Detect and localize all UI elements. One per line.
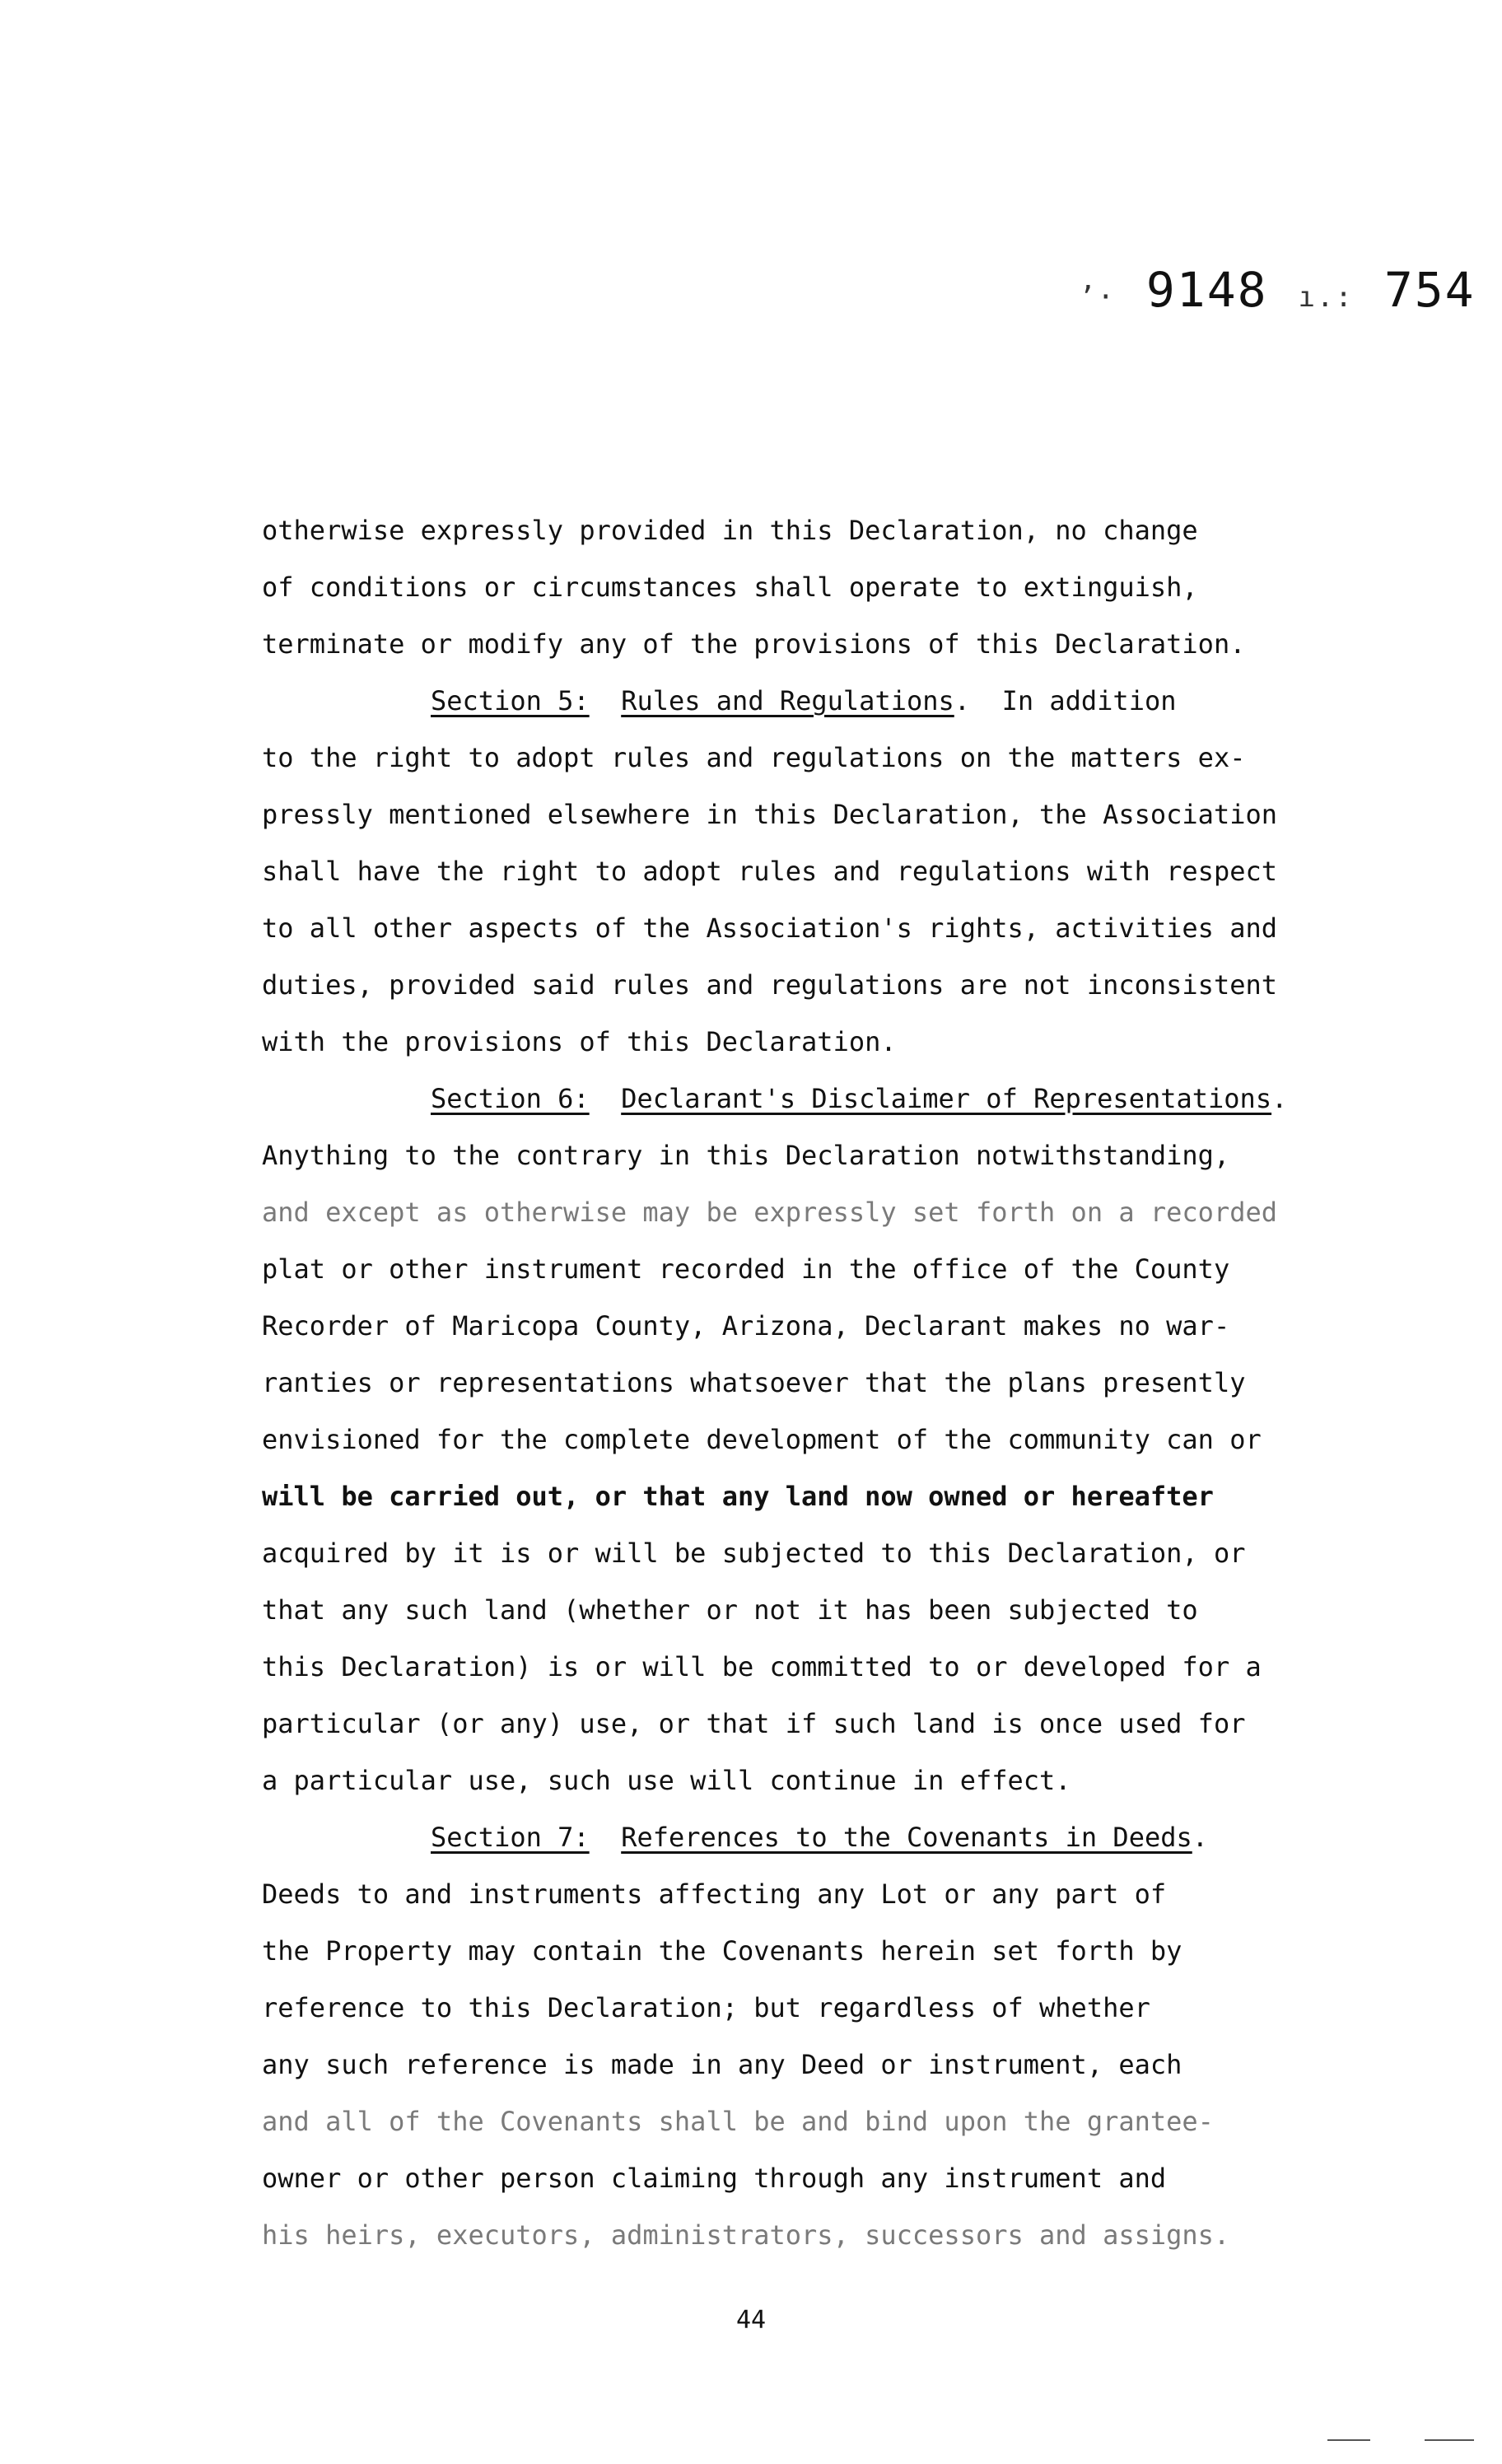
text-line: otherwise expressly provided in this Declaration, no change (262, 515, 1198, 546)
section-5-title: Rules and Regulations (621, 685, 954, 716)
section-5-heading-line (262, 673, 1415, 730)
text-line: plat or other instrument recorded in the office of the County (262, 1253, 1230, 1285)
recording-reference (1079, 262, 1476, 318)
text-line: with the provisions of this Declaration. (262, 1026, 897, 1057)
text-line: and all of the Covenants shall be and bind upon the grantee- (262, 2106, 1214, 2137)
text-line: the Property may contain the Covenants herein set forth by (262, 1935, 1182, 1967)
text-line: shall have the right to adopt rules and regulations with respect (262, 856, 1277, 887)
text-line: his heirs, executors, administrators, successors and assigns. (262, 2219, 1230, 2251)
section-5-first-words: In addition (1001, 685, 1177, 716)
text-line: ranties or representations whatsoever that the plans presently (262, 1367, 1246, 1398)
bottom-rule-mark (1327, 2439, 1370, 2441)
section-6-heading-line (262, 1071, 1415, 1127)
section-7-label: Section 7: (431, 1822, 590, 1853)
text-line: to the right to adopt rules and regulations on the matters ex- (262, 742, 1246, 773)
recording-separator: ı.: (1298, 281, 1354, 314)
text-line: any such reference is made in any Deed or instrument, each (262, 2049, 1182, 2080)
recording-book: 9148 (1145, 262, 1268, 318)
text-line: to all other aspects of the Association's rights, activities and (262, 912, 1277, 944)
text-line: particular (or any) use, or that if such land is once used for (262, 1708, 1246, 1739)
section-7-title-end: . (1192, 1822, 1209, 1853)
section-6-title: Declarant's Disclaimer of Representations (621, 1083, 1272, 1114)
text-line: pressly mentioned elsewhere in this Declaration, the Association (262, 799, 1277, 830)
text-line: a particular use, such use will continue in effect. (262, 1765, 1071, 1796)
text-line: that any such land (whether or not it has been subjected to (262, 1594, 1198, 1626)
section-6-title-end: . (1271, 1083, 1288, 1114)
page-number: 44 (735, 2306, 767, 2335)
section-5-title-end: . (954, 685, 971, 716)
text-line: Deeds to and instruments affecting any Lot or any part of (262, 1878, 1167, 1910)
section-6-label: Section 6: (431, 1083, 590, 1114)
recording-page: 754 (1383, 262, 1476, 318)
text-line: envisioned for the complete development of the community can or (262, 1424, 1262, 1455)
section-7-title: References to the Covenants in Deeds (621, 1822, 1192, 1853)
bottom-rule-mark (1425, 2439, 1474, 2441)
text-line: terminate or modify any of the provisions of this Declaration. (262, 628, 1246, 660)
section-5-label: Section 5: (431, 685, 590, 716)
text-line: duties, provided said rules and regulations are not inconsistent (262, 969, 1277, 1001)
text-line: reference to this Declaration; but regardless of whether (262, 1992, 1150, 2023)
text-line: of conditions or circumstances shall operate to extinguish, (262, 572, 1198, 603)
recording-prefix: ’· (1079, 281, 1116, 314)
text-line: acquired by it is or will be subjected to this Declaration, or (262, 1538, 1246, 1569)
text-line: Anything to the contrary in this Declaration notwithstanding, (262, 1140, 1230, 1171)
section-7-heading-line (262, 1809, 1415, 1866)
text-line: Recorder of Maricopa County, Arizona, Declarant makes no war- (262, 1310, 1230, 1342)
text-line: this Declaration) is or will be committed to or developed for a (262, 1651, 1262, 1682)
text-line: owner or other person claiming through any instrument and (262, 2163, 1167, 2194)
text-line: and except as otherwise may be expressly set forth on a recorded (262, 1197, 1277, 1228)
document-body (262, 502, 1415, 2264)
text-line: will be carried out, or that any land now owned or hereafter (262, 1481, 1214, 1512)
